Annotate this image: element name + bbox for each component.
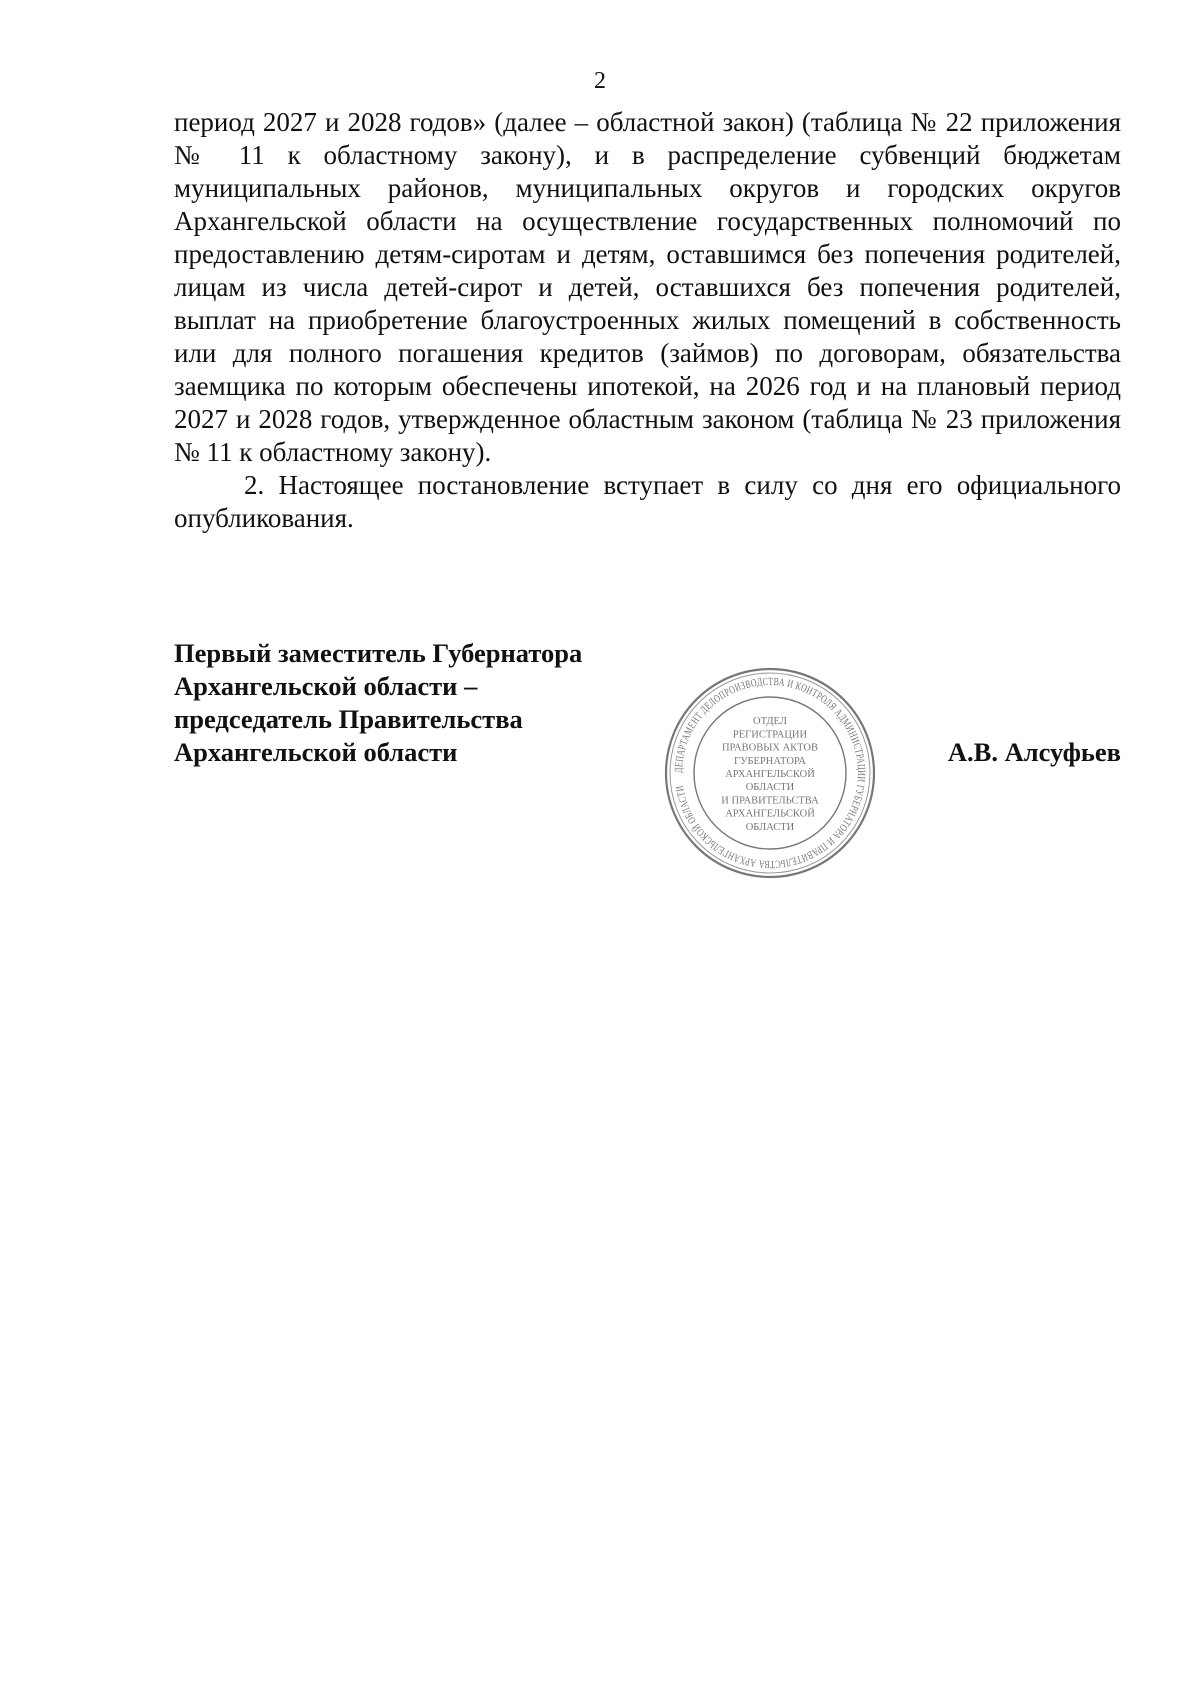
signer-position-line: председатель Правительства <box>174 704 523 734</box>
signer-position-line: Архангельской области <box>174 737 458 767</box>
seal-center-text <box>721 716 819 833</box>
seal-center-line: ОБЛАСТИ <box>745 821 795 833</box>
signer-position-line: Архангельской области – <box>174 671 478 701</box>
page-number: 2 <box>594 68 606 94</box>
seal-center-line: ПРАВОВЫХ АКТОВ <box>721 742 819 754</box>
signer-name: А.В. Алсуфьев <box>947 737 1121 767</box>
seal-center-line: ОБЛАСТИ <box>745 782 795 794</box>
seal-center-line: ГУБЕРНАТОРА <box>734 755 806 767</box>
signer-position-line: Первый заместитель Губернатора <box>174 638 583 668</box>
paragraph-item-2: 2. Настоящее постановление вступает в силу со дня его официального опубликования. <box>174 470 1121 533</box>
seal-center-line: АРХАНГЕЛЬСКОЙ <box>725 808 815 820</box>
seal-center-line: АРХАНГЕЛЬСКОЙ <box>725 769 815 780</box>
official-seal <box>664 667 876 879</box>
seal-center-line: И ПРАВИТЕЛЬСТВА <box>721 795 819 807</box>
seal-center-line: ОТДЕЛ <box>753 716 787 728</box>
signer-position <box>174 637 644 769</box>
seal-center-line: РЕГИСТРАЦИИ <box>732 729 808 741</box>
paragraph-continuation: период 2027 и 2028 годов» (далее – областной закон) (таблица № 22 приложения № 11 к областному закону), и в распределение субвенций бюджетам муниципальных районов, муниципальных округов и городских округов Архангельской области на осуществление государственных полномочий по предоставлению детям-сиротам и детям, оставшимся без попечения родителей, лицам из числа детей-сирот и детей, оставшихся без попечения родителей, выплат на приобретение благоустроенных жилых помещений в собственность или для полного погашения кредитов (займов) по договорам, обязательства заемщика по которым обеспечены ипотекой, на 2026 год и на плановый период 2027 и 2028 годов, утвержденное областным законом (таблица № 23 приложения № 11 к областному закону). <box>174 107 1121 467</box>
document-body <box>174 106 1121 535</box>
seal-outer-text: ДЕПАРТАМЕНТ ДЕЛОПРОИЗВОДСТВА И КОНТРОЛЯ АДМИНИСТРАЦИИ ГУБЕРНАТОРА И ПРАВИТЕЛЬСТВА АРХАНГЕЛЬСКОЙ ОБЛАСТИ <box>672 675 868 871</box>
